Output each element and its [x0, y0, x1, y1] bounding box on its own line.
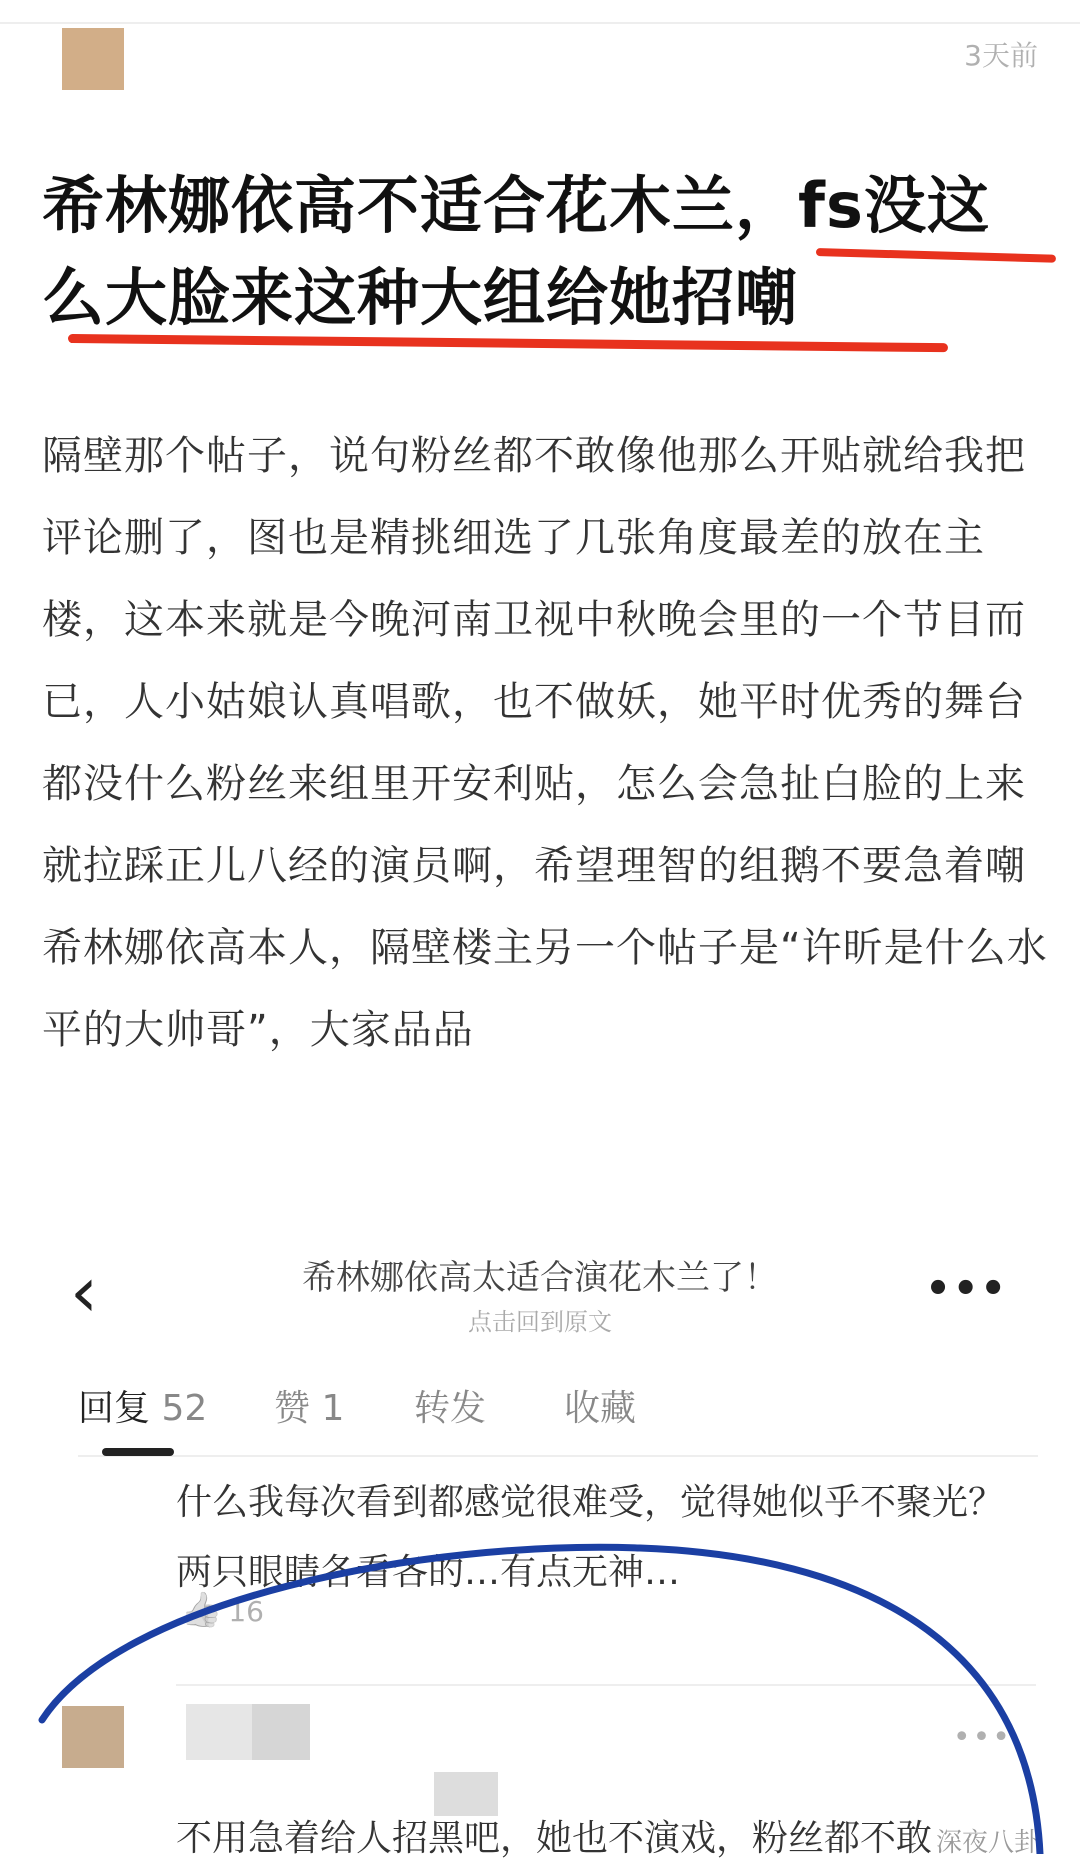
blurred-text-patch [434, 1772, 498, 1816]
back-to-original-link[interactable]: 点击回到原文 [468, 1308, 612, 1336]
blurred-username-part [252, 1704, 310, 1760]
active-tab-indicator [102, 1448, 174, 1456]
tab-replies[interactable]: 回复 52 [78, 1388, 208, 1429]
post-time: 3天前 [964, 39, 1038, 72]
post-body: 隔壁那个帖子，说句粉丝都不敢像他那么开贴就给我把评论删了，图也是精挑细选了几张角度最差的放在主楼，这本来就是今晚河南卫视中秋晚会里的一个节目而已，人小姑娘认真唱歌，也不做妖，她平时优秀的舞台都没什么粉丝来组里开安利贴，怎么会急扯白脸的上来就拉踩正儿八经的演员啊，希望理智的组鹅不要急着嘲希林娜依高本人，隔壁楼主另一个帖子是“许昕是什么水平的大帅哥”，大家品品 [42, 433, 1048, 1053]
top-divider [0, 22, 1080, 24]
watermark-text: 深夜八卦 [935, 1828, 1040, 1858]
tab-favorite[interactable]: 收藏 [564, 1388, 637, 1429]
more-icon[interactable]: ••• [925, 1266, 1008, 1312]
comment-text: 什么我每次看到都感觉很难受，觉得她似乎不聚光？两只眼睛各看各的…有点无神… [176, 1482, 1005, 1593]
comment-text: 不用急着给人招黑吧，她也不演戏，粉丝都不敢 [176, 1818, 933, 1859]
like-count: 16 [228, 1595, 264, 1628]
tab-likes[interactable]: 赞 1 [274, 1388, 345, 1429]
commenter-avatar[interactable] [62, 1706, 124, 1768]
tab-divider [78, 1455, 1038, 1457]
like-button[interactable] [180, 1590, 264, 1630]
author-avatar[interactable] [62, 28, 124, 90]
embedded-post-title: 希林娜依高太适合演花木兰了！ [302, 1258, 778, 1298]
post-title: 希林娜依高不适合花木兰，fs没这么大脸来这种大组给她招嘲 [42, 169, 990, 334]
tab-forward[interactable]: 转发 [414, 1388, 487, 1429]
thumbs-up-icon: 👍 [180, 1590, 223, 1630]
comment-divider [176, 1684, 1036, 1686]
comment-more-icon[interactable]: ••• [952, 1720, 1012, 1755]
chevron-left-icon[interactable]: ‹ [70, 1251, 98, 1333]
